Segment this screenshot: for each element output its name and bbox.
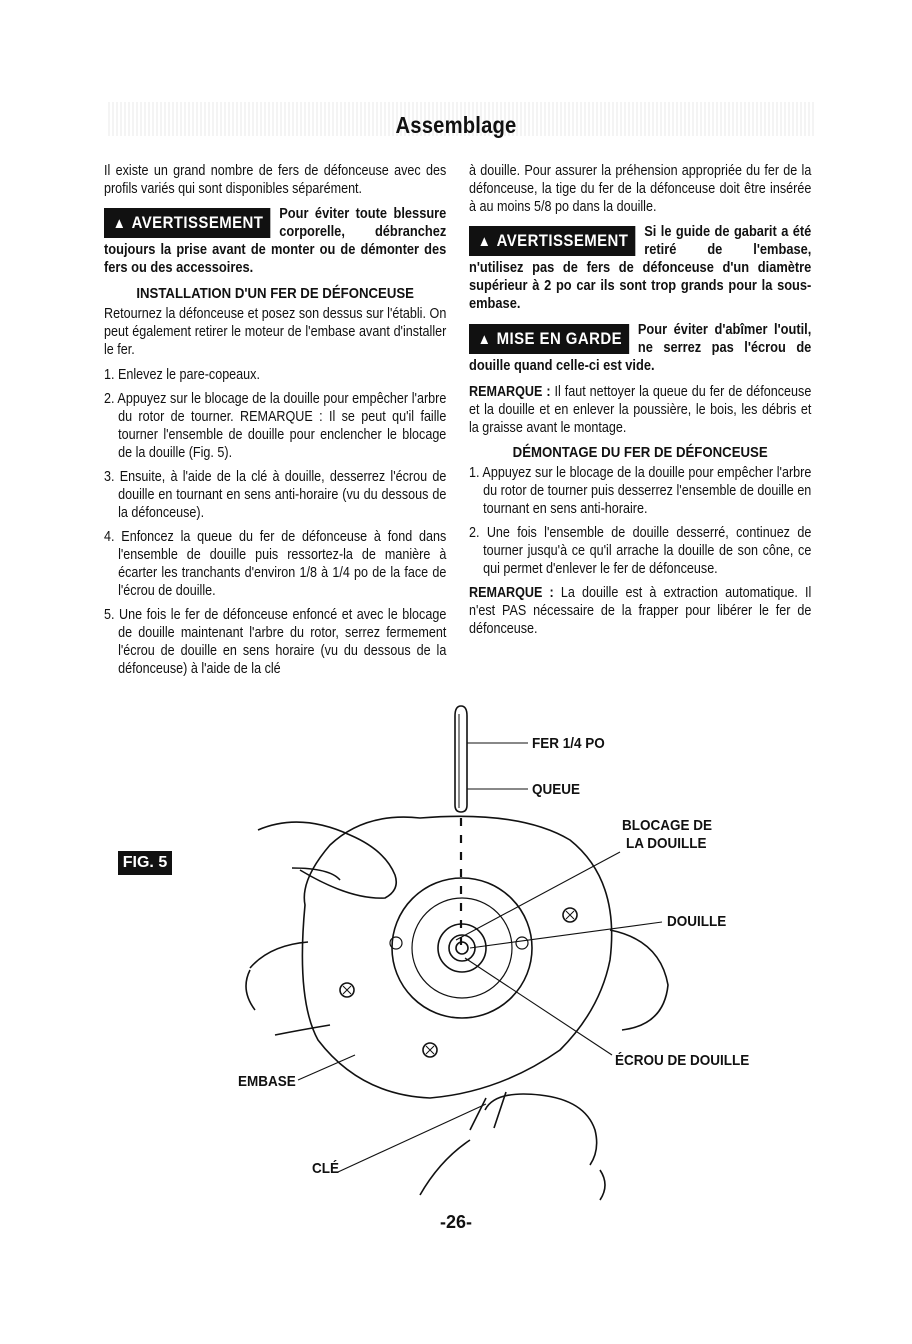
note-label: REMARQUE :	[469, 585, 554, 601]
list-item: 4. Enfoncez la queue du fer de défonceuse à fond dans l'ensemble de douille puis ressortez-la de manière à écarter les tranchants d'environ 1/8 à 1/4 po de la face de l'écrou de douille.	[104, 529, 447, 599]
screw-icon	[340, 983, 354, 997]
list-item: 1. Appuyez sur le blocage de la douille pour empêcher l'arbre du rotor de tourner puis desserrez l'ensemble de douille en tournant en sens anti-horaire.	[469, 465, 812, 517]
warning-text: Si le guide de gabarit a été retiré de l'embase, n'utilisez pas de fers de défonceuse d'un diamètre supérieur à 2 po car ils sont trop grands pour la sous-embase.	[469, 224, 812, 312]
hand-right-drawing	[420, 1094, 605, 1200]
note-text: Il faut nettoyer la queue du fer de défonceuse et la douille et en enlever la poussière, le bois, les débris et la graisse avant le montage.	[469, 384, 812, 436]
list-item: 5. Une fois le fer de défonceuse enfoncé et avec le blocage de douille maintenant l'arbre du rotor, serrez fermement l'écrou de douille en sens horaire (vu du dessous de la défonceuse) à l'aide de la clé	[104, 607, 447, 677]
caution-badge: ▲ MISE EN GARDE	[469, 324, 629, 354]
page-title: Assemblage	[395, 112, 517, 138]
callout-collet-nut: ÉCROU DE DOUILLE	[615, 1052, 750, 1069]
callout-collet: DOUILLE	[667, 913, 727, 930]
list-item: 3. Ensuite, à l'aide de la clé à douille, desserrez l'écrou de douille en tournant en sens anti-horaire (vu du dessous de la défonceuse).	[104, 469, 447, 521]
note-text: La douille est à extraction automatique. Il n'est PAS nécessaire de la frapper pour libérer le fer de défonceuse.	[469, 585, 812, 637]
callout-shank: QUEUE	[532, 781, 581, 798]
base-plate-drawing	[302, 816, 611, 1098]
callout-lock-line1: BLOCAGE DE	[622, 817, 713, 834]
install-intro: Retournez la défonceuse et posez son dessus sur l'établi. On peut également retirer le moteur de l'embase avant d'installer le fer.	[104, 306, 447, 358]
collet-area-circle	[392, 878, 532, 1018]
continuation-paragraph: à douille. Pour assurer la préhension appropriée du fer de la défonceuse, la tige du fer de la défonceuse doit être insérée à au moins 5/8 po dans la douille.	[469, 163, 812, 215]
install-heading: INSTALLATION D'UN FER DE DÉFONCEUSE	[136, 285, 414, 302]
warning-badge: ▲ AVERTISSEMENT	[469, 226, 635, 256]
screw-icon	[423, 1043, 437, 1057]
warning-triangle-icon: ▲	[477, 331, 492, 348]
callout-base: EMBASE	[238, 1073, 296, 1090]
callout-wrench: CLÉ	[312, 1160, 339, 1177]
removal-heading: DÉMONTAGE DU FER DE DÉFONCEUSE	[512, 444, 768, 461]
warning-text: Pour éviter toute blessure corporelle, débranchez toujours la prise avant de monter ou de démonter des fers ou des accessoires.	[104, 206, 447, 276]
screw-icon	[563, 908, 577, 922]
list-item: 2. Une fois l'ensemble de douille desserré, continuez de tourner jusqu'à ce qu'il arrache la douille de son cône, ce qui permet d'enlever le fer de défonceuse.	[469, 525, 812, 577]
caution-text: Pour éviter d'abîmer l'outil, ne serrez pas l'écrou de douille quand celle-ci est vide.	[469, 322, 812, 374]
list-item: 1. Enlevez le pare-copeaux.	[104, 367, 260, 383]
side-handle-drawing	[610, 930, 668, 1030]
note-label: REMARQUE :	[469, 384, 551, 400]
warning-badge: ▲ AVERTISSEMENT	[104, 208, 270, 238]
warning-triangle-icon: ▲	[112, 215, 127, 232]
page-number: -26-	[439, 1212, 472, 1232]
figure-label: FIG. 5	[118, 851, 172, 875]
intro-paragraph: Il existe un grand nombre de fers de défonceuse avec des profils variés qui sont disponibles séparément.	[104, 163, 447, 197]
list-item: 2. Appuyez sur le blocage de la douille pour empêcher l'arbre du rotor de tourner. REMARQUE : Il se peut qu'il faille tourner l'ensemble de douille pour enclencher le blocage de la douille (Fig. 5).	[104, 391, 447, 461]
hand-left-drawing	[246, 822, 396, 1035]
router-bit-drawing	[455, 706, 467, 812]
warning-triangle-icon: ▲	[477, 233, 492, 250]
callout-bit: FER 1/4 PO	[532, 735, 605, 752]
callout-lock-line2: LA DOUILLE	[626, 835, 707, 852]
